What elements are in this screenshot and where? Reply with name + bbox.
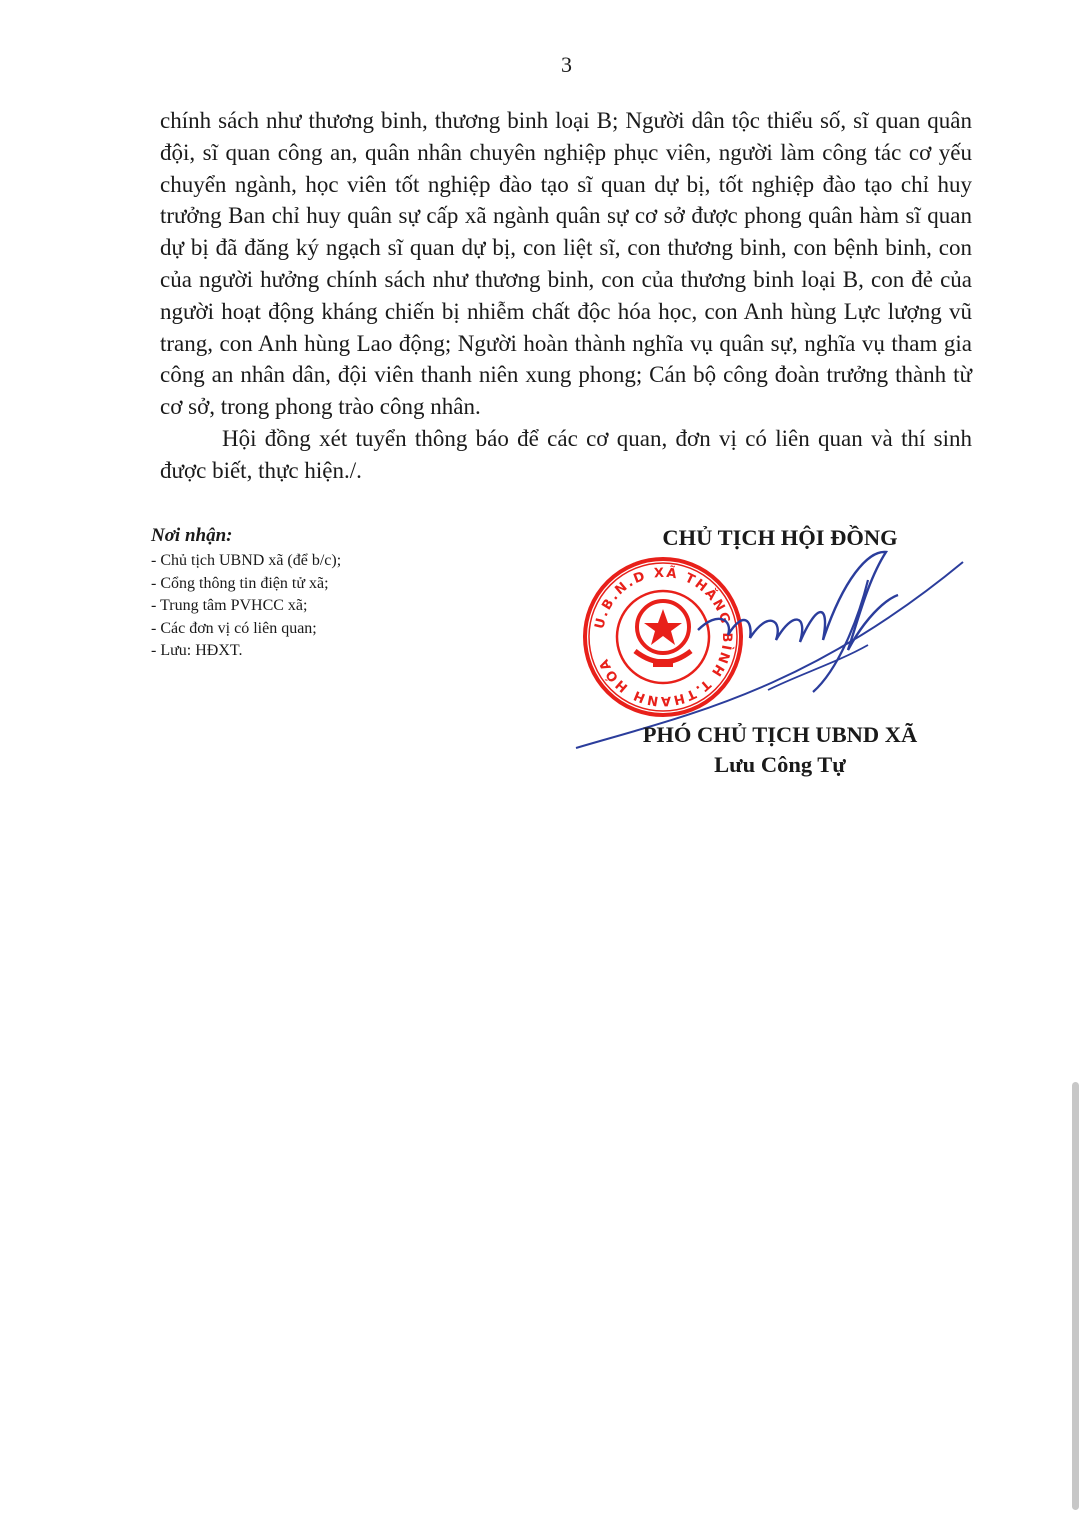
vertical-scrollbar[interactable] bbox=[1069, 0, 1083, 1514]
recipient-item: - Chủ tịch UBND xã (để b/c); bbox=[151, 552, 342, 569]
page-number: 3 bbox=[561, 52, 572, 77]
signer-position: PHÓ CHỦ TỊCH UBND XÃ bbox=[642, 722, 918, 747]
recipients-heading: Nơi nhận: bbox=[151, 525, 233, 546]
recipient-item: - Trung tâm PVHCC xã; bbox=[151, 597, 308, 614]
signer-name: Lưu Công Tự bbox=[714, 752, 846, 777]
recipients-list bbox=[151, 550, 481, 663]
recipient-item: - Lưu: HĐXT. bbox=[151, 642, 243, 659]
body-paragraph-2: Hội đồng xét tuyển thông báo để các cơ quan, đơn vị có liên quan và thí sinh được biết, thực hiện./. bbox=[160, 425, 972, 483]
signature-title: CHỦ TỊCH HỘI ĐỒNG bbox=[662, 525, 898, 550]
scrollbar-thumb[interactable] bbox=[1072, 1082, 1079, 1510]
recipient-item: - Các đơn vị có liên quan; bbox=[151, 619, 317, 637]
svg-text:U.B.N.D XÃ THĂNG BÌNH T.THANH: U.B.N.D XÃ THĂNG BÌNH T.THANH HÓA bbox=[592, 565, 735, 709]
document-body bbox=[160, 105, 972, 487]
recipients-block bbox=[151, 524, 481, 663]
recipient-item: - Cổng thông tin điện tử xã; bbox=[151, 574, 329, 592]
body-paragraph-1: chính sách như thương binh, thương binh loại B; Người dân tộc thiểu số, sĩ quan quân đội, sĩ quan công an, quân nhân chuyên nghiệp phục viên, người làm công tác cơ yếu chuyển ngành, học viên tốt nghiệp đào tạo sĩ quan dự bị, tốt nghiệp đào tạo chỉ huy trưởng Ban chỉ huy quân sự cấp xã ngành quân sự cơ sở được phong quân hàm sĩ quan dự bị đã đăng ký ngạch sĩ quan dự bị, con liệt sĩ, con thương binh, con bệnh binh, con của người hưởng chính sách như thương binh, con của thương binh loại B, con đẻ của người hoạt động kháng chiến bị nhiễm chất độc hóa học, con Anh hùng Lực lượng vũ trang, con Anh hùng Lao động; Người hoàn thành nghĩa vụ quân sự, nghĩa vụ tham gia công an nhân dân, đội viên thanh niên xung phong; Cán bộ công đoàn trưởng thành từ cơ sở, trong phong trào công nhân. bbox=[160, 108, 972, 420]
